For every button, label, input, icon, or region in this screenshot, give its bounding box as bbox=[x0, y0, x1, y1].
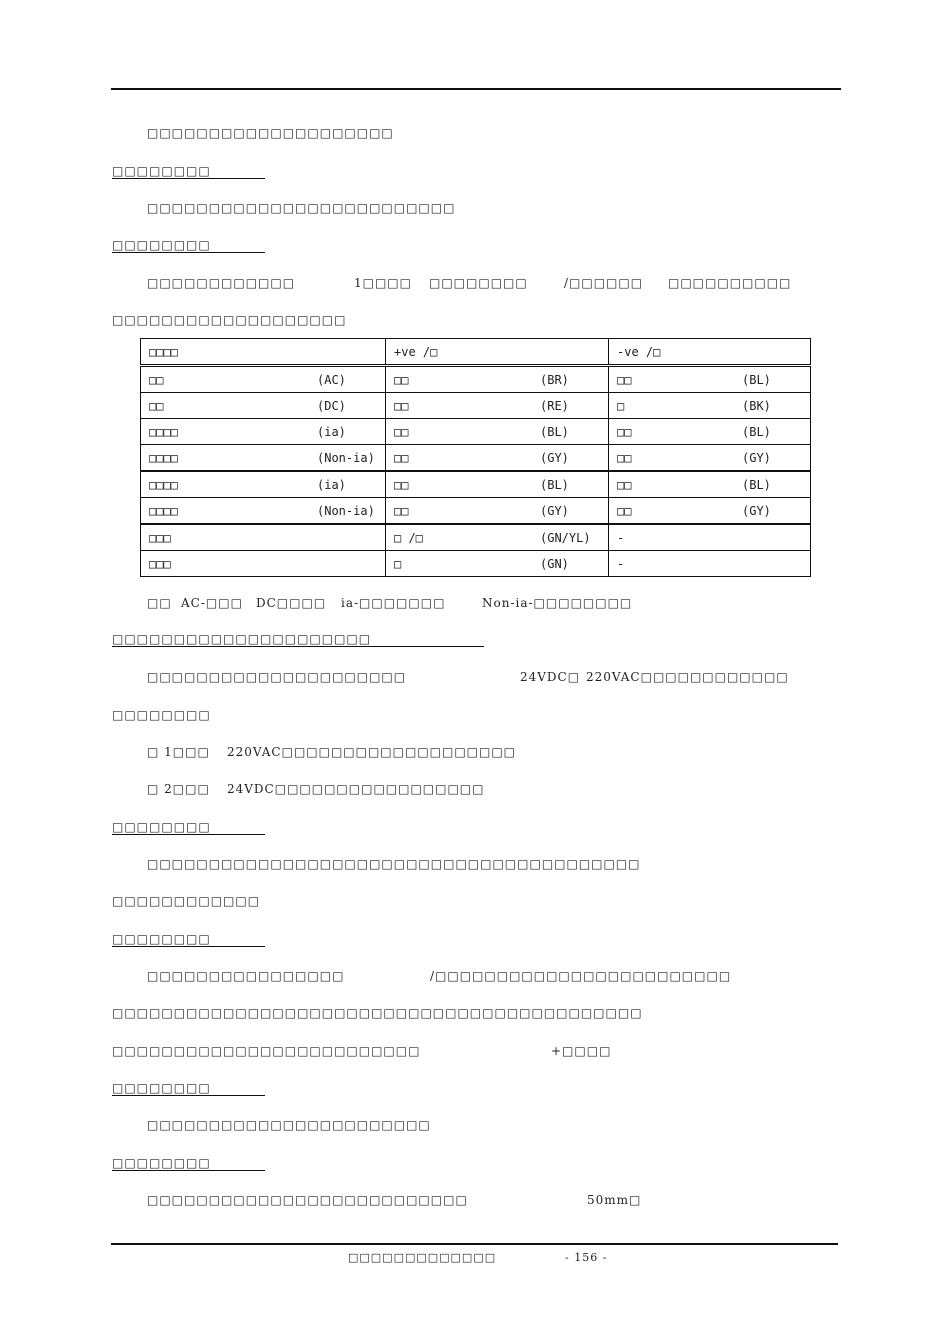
cell bbox=[609, 498, 811, 525]
list-item-text: 220VAC□□□□□□□□□□□□□□□□□□□ bbox=[227, 745, 517, 759]
paragraph-segment: /□□□□□□□□□□□□□□□□□□□□□□□□ bbox=[430, 969, 732, 983]
cell bbox=[141, 471, 386, 498]
heading-underline bbox=[112, 1170, 265, 1171]
cell bbox=[141, 498, 386, 525]
table-row bbox=[141, 498, 811, 525]
paragraph: □□□□□□□□□□□□□□□□□□□□□□□□□□□□□□□□□□□□□□□□ bbox=[147, 857, 641, 871]
cell bbox=[609, 471, 811, 498]
cell-text: □□ bbox=[617, 372, 632, 387]
cell-text: □□ bbox=[617, 424, 632, 439]
cell-text: □□ bbox=[394, 372, 409, 387]
cell-code: (GN) bbox=[540, 556, 569, 571]
cell-text: □□ bbox=[149, 372, 164, 387]
cell-text: □□ bbox=[617, 477, 632, 492]
cell-code: (DC) bbox=[317, 398, 346, 413]
cell-text: □ bbox=[617, 398, 625, 413]
cell bbox=[609, 551, 811, 577]
table-row bbox=[141, 471, 811, 498]
cell bbox=[141, 419, 386, 445]
header-rule bbox=[111, 88, 841, 90]
cell-text: □□ bbox=[394, 477, 409, 492]
table-row bbox=[141, 551, 811, 577]
cell-code: (BL) bbox=[742, 372, 771, 387]
section-heading: □□□□□□□□ bbox=[112, 1156, 211, 1170]
cell-code: (BL) bbox=[742, 424, 771, 439]
cell-text: □□□ bbox=[149, 556, 171, 571]
header-cell: +ve /□ bbox=[386, 339, 609, 366]
paragraph-segment: □□□□□□□□ bbox=[429, 276, 528, 290]
heading-underline bbox=[112, 834, 265, 835]
cell bbox=[141, 393, 386, 419]
paragraph-segment: 220VAC□□□□□□□□□□□□ bbox=[586, 670, 789, 684]
cell bbox=[609, 419, 811, 445]
paragraph-segment: □□□□□□□□□□□□□□□□□□□□□□□□□ bbox=[112, 1044, 421, 1058]
heading-underline bbox=[112, 1095, 265, 1096]
cell-code: (GY) bbox=[540, 450, 569, 465]
cell bbox=[141, 551, 386, 577]
cell-text: □□ bbox=[617, 503, 632, 518]
cell-text: □□ bbox=[394, 398, 409, 413]
cell-code: (Non-ia) bbox=[317, 450, 375, 465]
cell bbox=[386, 393, 609, 419]
cell-code: (GN/YL) bbox=[540, 530, 591, 545]
cell-code: (GY) bbox=[742, 503, 771, 518]
cell bbox=[386, 445, 609, 472]
table-row bbox=[141, 393, 811, 419]
cell bbox=[609, 366, 811, 393]
section-heading: □□□□□□□□ bbox=[112, 932, 211, 946]
paragraph-segment: □□□□□□□□□□□□□□□□□□□□□□□□□□ bbox=[147, 1193, 468, 1207]
section-heading: □□□□□□□□ bbox=[112, 164, 211, 178]
cell-text: - bbox=[617, 530, 625, 545]
paragraph-segment: □□□□□□□□□□□□ bbox=[147, 276, 296, 290]
cell-code: (BR) bbox=[540, 372, 569, 387]
cell-text: □□ bbox=[394, 450, 409, 465]
paragraph-segment: 24VDC□ bbox=[520, 670, 581, 684]
cell bbox=[386, 524, 609, 551]
cell bbox=[386, 471, 609, 498]
page-number: - 156 - bbox=[565, 1251, 608, 1264]
cell-code: (BK) bbox=[742, 398, 771, 413]
paragraph-segment: □□□□□□□□□□□□□□□□□□□□□ bbox=[147, 670, 407, 684]
cell-code: (BL) bbox=[742, 477, 771, 492]
table-note: ia-□□□□□□□ bbox=[341, 596, 446, 610]
cell bbox=[141, 524, 386, 551]
paragraph: □□□□□□□□□□□□□□□□□□□□□□□ bbox=[147, 1118, 431, 1132]
table-row bbox=[141, 419, 811, 445]
footer-rule bbox=[111, 1243, 838, 1245]
cell bbox=[609, 393, 811, 419]
cell-code: (BL) bbox=[540, 424, 569, 439]
table-row bbox=[141, 445, 811, 472]
list-item-marker: □ 1□□□ bbox=[147, 745, 210, 759]
cell bbox=[386, 551, 609, 577]
paragraph: □□□□□□□□ bbox=[112, 708, 211, 722]
table-note: DC□□□□ bbox=[256, 596, 327, 610]
cell-code: (BL) bbox=[540, 477, 569, 492]
cell-code: (Non-ia) bbox=[317, 503, 375, 518]
paragraph-segment: /□□□□□□ bbox=[564, 276, 644, 290]
cell bbox=[386, 366, 609, 393]
paragraph-segment: 50mm□ bbox=[587, 1193, 642, 1207]
cell bbox=[386, 498, 609, 525]
table-header-row bbox=[141, 339, 811, 366]
cell-code: (ia) bbox=[317, 477, 346, 492]
cell-text: □□□ bbox=[149, 530, 171, 545]
paragraph: □□□□□□□□□□□□□□□□□□□ bbox=[112, 313, 347, 327]
section-heading: □□□□□□□□ bbox=[112, 1081, 211, 1095]
cell-code: (ia) bbox=[317, 424, 346, 439]
paragraph: □□□□□□□□□□□□ bbox=[112, 894, 261, 908]
cell-text: - bbox=[617, 556, 625, 571]
cell-code: (GY) bbox=[540, 503, 569, 518]
section-heading: □□□□□□□□ bbox=[112, 820, 211, 834]
section-heading: □□□□□□□□ bbox=[112, 238, 211, 252]
cell-code: (RE) bbox=[540, 398, 569, 413]
paragraph: □□□□□□□□□□□□□□□□□□□□□□□□□ bbox=[147, 201, 456, 215]
cell-text: □□□□ bbox=[149, 477, 178, 492]
paragraph-segment: □□□□□□□□□□ bbox=[668, 276, 792, 290]
table-row bbox=[141, 524, 811, 551]
heading-underline bbox=[112, 646, 484, 647]
cell-text: □□ bbox=[394, 424, 409, 439]
heading-underline bbox=[112, 946, 265, 947]
footer-text: □□□□□□□□□□□□□ bbox=[348, 1251, 497, 1264]
cell-text: □□□□ bbox=[149, 503, 178, 518]
cell-text: □□□□ bbox=[149, 424, 178, 439]
cell-text: □ /□ bbox=[394, 530, 423, 545]
wire-color-table bbox=[140, 338, 811, 577]
list-item-text: 24VDC□□□□□□□□□□□□□□□□□ bbox=[227, 782, 485, 796]
paragraph-segment: 1□□□□ bbox=[354, 276, 412, 290]
paragraph-segment: +□□□□ bbox=[551, 1044, 612, 1058]
cell bbox=[386, 419, 609, 445]
paragraph: □□□□□□□□□□□□□□□□□□□□□□□□□□□□□□□□□□□□□□□□□□□ bbox=[112, 1006, 643, 1020]
table-note: AC-□□□ bbox=[181, 596, 243, 610]
cell-code: (GY) bbox=[742, 450, 771, 465]
cell-text: □□ bbox=[394, 503, 409, 518]
header-cell: □□□□ bbox=[141, 339, 386, 366]
table-note: □□ bbox=[147, 596, 172, 610]
heading-underline bbox=[112, 178, 265, 179]
header-cell: -ve /□ bbox=[609, 339, 811, 366]
cell bbox=[609, 524, 811, 551]
heading-underline bbox=[112, 252, 265, 253]
list-item-marker: □ 2□□□ bbox=[147, 782, 210, 796]
cell-text: □□ bbox=[617, 450, 632, 465]
table-row bbox=[141, 366, 811, 393]
cell-text: □□□□ bbox=[149, 450, 178, 465]
section-heading: □□□□□□□□□□□□□□□□□□□□□ bbox=[112, 632, 372, 646]
cell-text: □□ bbox=[149, 398, 164, 413]
paragraph-segment: □□□□□□□□□□□□□□□□ bbox=[147, 969, 345, 983]
cell bbox=[141, 445, 386, 472]
cell bbox=[609, 445, 811, 472]
paragraph: □□□□□□□□□□□□□□□□□□□□ bbox=[147, 126, 394, 140]
table-note: Non-ia-□□□□□□□□ bbox=[482, 596, 633, 610]
cell-text: □ bbox=[394, 556, 402, 571]
cell-code: (AC) bbox=[317, 372, 346, 387]
cell bbox=[141, 366, 386, 393]
